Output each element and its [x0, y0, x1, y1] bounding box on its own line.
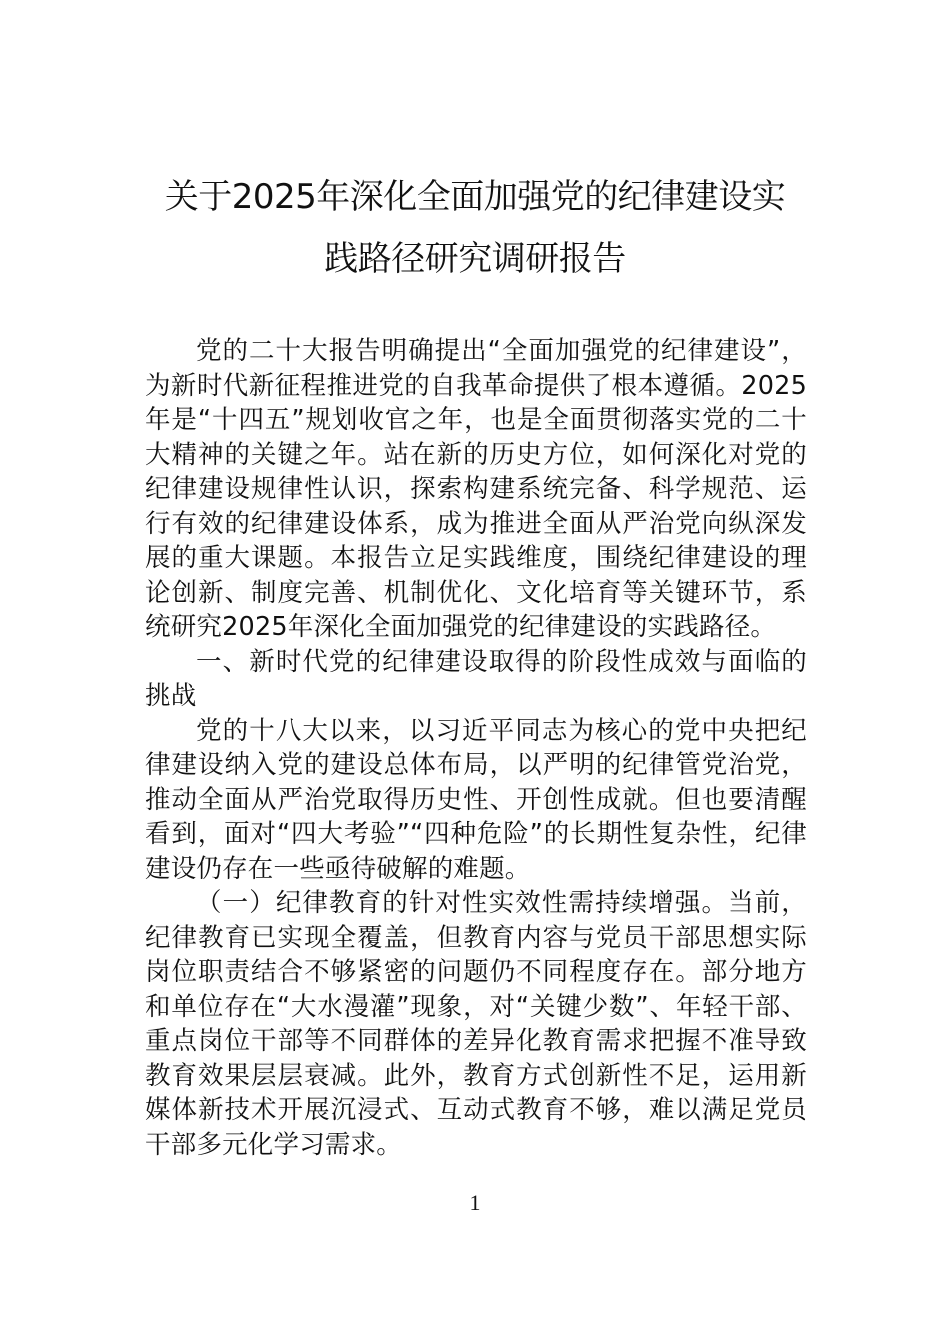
paragraph-subsection-1: （一）纪律教育的针对性实效性需持续增强。当前，纪律教育已实现全覆盖，但教育内容与党员干部思想实际岗位职责结合不够紧密的问题仍不同程度存在。部分地方和单位存在“大水漫灌”现象，对“关键少数”、年轻干部、重点岗位干部等不同群体的差异化教育需求把握不准导致教育效果层层衰减。此外，教育方式创新性不足，运用新媒体新技术开展沉浸式、互动式教育不够，难以满足党员干部多元化学习需求。 — [145, 888, 807, 1160]
paragraph-intro: 党的二十大报告明确提出“全面加强党的纪律建设”，为新时代新征程推进党的自我革命提供了根本遵循。2025年是“十四五”规划收官之年，也是全面贯彻落实党的二十大精神的关键之年。站在新的历史方位，如何深化对党的纪律建设规律性认识，探索构建系统完备、科学规范、运行有效的纪律建设体系，成为推进全面从严治党向纵深发展的重大课题。本报告立足实践维度，围绕纪律建设的理论创新、制度完善、机制优化、文化培育等关键环节，系统研究2025年深化全面加强党的纪律建设的实践路径。 — [145, 336, 807, 642]
paragraph-section-1: 党的十八大以来，以习近平同志为核心的党中央把纪律建设纳入党的建设总体布局，以严明的纪律管党治党，推动全面从严治党取得历史性、开创性成就。但也要清醒看到，面对“四大考验”“四种危险”的长期性复杂性，纪律建设仍存在一些亟待破解的难题。 — [145, 715, 807, 884]
document-title — [140, 166, 810, 290]
title-line-1: 关于2025年深化全面加强党的纪律建设实 — [164, 177, 786, 217]
page-number: 1 — [469, 1190, 481, 1215]
title-line-2: 践路径研究调研报告 — [324, 239, 626, 279]
section-heading-1: 一、新时代党的纪律建设取得的阶段性成效与面临的挑战 — [145, 646, 807, 711]
document-body — [145, 334, 807, 1162]
